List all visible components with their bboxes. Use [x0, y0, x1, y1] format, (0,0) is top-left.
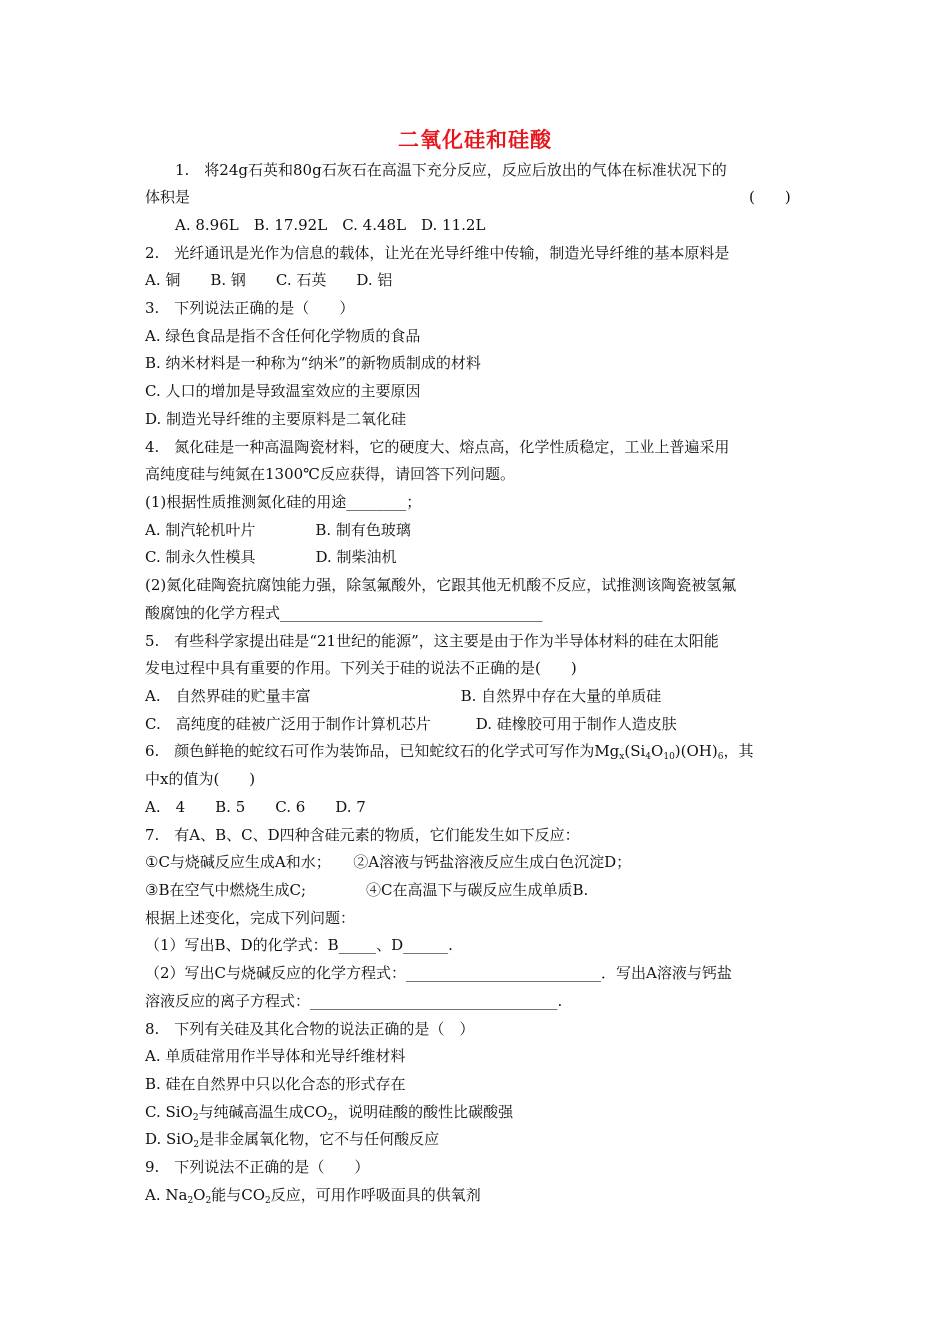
q3-option-b: B. 纳米材料是一种称为“纳米”的新物质制成的材料	[145, 354, 481, 372]
q2-stem: 2. 光纤通讯是光作为信息的载体，让光在光导纤维中传输，制造光导纤维的基本原料是	[145, 244, 730, 262]
q4-sub2-line2: 酸腐蚀的化学方程式___________________________________	[145, 604, 543, 622]
q7-reactions-3-4: ③B在空气中燃烧生成C; ④C在高温下与碳反应生成单质B.	[145, 881, 589, 899]
q4-options-ab: A. 制汽轮机叶片 B. 制有色玻璃	[145, 521, 411, 539]
page-title: 二氧化硅和硅酸	[398, 128, 552, 152]
q7-part1: （1）写出B、D的化学式：B_____、D______.	[145, 936, 453, 954]
q8-option-a: A. 单质硅常用作半导体和光导纤维材料	[145, 1047, 406, 1065]
q3-stem: 3. 下列说法正确的是（ ）	[145, 299, 355, 317]
q9-option-a: A. $Na_2O_2$能与$CO_2$反应，可用作呼吸面具的供氧剂	[145, 1186, 481, 1206]
q7-stem: 7. 有A、B、C、D四种含硅元素的物质，它们能发生如下反应：	[145, 826, 580, 844]
q4-options-cd: C. 制永久性模具 D. 制柴油机	[145, 548, 397, 566]
q6-line1: 6. 颜色鲜艳的蛇纹石可作为装饰品，已知蛇纹石的化学式可写作为$Mg_x(Si_4O_{10})(OH)_6$，其	[145, 742, 754, 762]
q6-options: A. 4 B. 5 C. 6 D. 7	[145, 798, 366, 816]
q9-stem: 9. 下列说法不正确的是（ ）	[145, 1158, 370, 1176]
q5-line2: 发电过程中具有重要的作用。下列关于硅的说法不正确的是( )	[145, 659, 577, 677]
q3-option-d: D. 制造光导纤维的主要原料是二氧化硅	[145, 410, 407, 428]
q1-options: A. 8.96L B. 17.92L C. 4.48L D. 11.2L	[145, 216, 486, 234]
q7-part2-line1: （2）写出C与烧碱反应的化学方程式：__________________________．写出A溶液与钙盐	[145, 964, 732, 982]
q5-options-ab: A. 自然界硅的贮量丰富 B. 自然界中存在大量的单质硅	[145, 687, 662, 705]
q3-option-a: A. 绿色食品是指不含任何化学物质的食品	[145, 327, 421, 345]
q4-line1: 4. 氮化硅是一种高温陶瓷材料，它的硬度大、熔点高，化学性质稳定，工业上普遍采用	[145, 438, 730, 456]
q7-follow: 根据上述变化，完成下列问题：	[145, 909, 356, 927]
q3-option-c: C. 人口的增加是导致温室效应的主要原因	[145, 382, 421, 400]
q4-sub2-line1: (2)氮化硅陶瓷抗腐蚀能力强，除氢氟酸外，它跟其他无机酸不反应，试推测该陶瓷被氢氟	[145, 576, 737, 594]
q8-stem: 8. 下列有关硅及其化合物的说法正确的是（ ）	[145, 1020, 475, 1038]
q8-option-d: D. SiO$_2$是非金属氧化物，它不与任何酸反应	[145, 1130, 440, 1150]
q1-answer-paren: ( )	[749, 188, 791, 206]
q5-options-cd: C. 高纯度的硅被广泛用于制作计算机芯片 D. 硅橡胶可用于制作人造皮肤	[145, 715, 677, 733]
q4-sub1: (1)根据性质推测氮化硅的用途________；	[145, 493, 422, 511]
q8-option-b: B. 硅在自然界中只以化合态的形式存在	[145, 1075, 406, 1093]
q2-options: A. 铜 B. 钢 C. 石英 D. 铝	[145, 271, 393, 289]
q8-option-c: C. SiO$_2$与纯碱高温生成$CO_2$，说明硅酸的酸性比碳酸强	[145, 1103, 514, 1123]
q4-line2: 高纯度硅与纯氮在1300℃反应获得，请回答下列问题。	[145, 465, 515, 483]
q1-line1: 1. 将24g石英和80g石灰石在高温下充分反应，反应后放出的气体在标准状况下的	[145, 161, 727, 179]
q1-line2: 体积是	[145, 188, 191, 206]
q5-line1: 5. 有些科学家提出硅是“21世纪的能源”，这主要是由于作为半导体材料的硅在太阳能	[145, 632, 719, 650]
q7-reactions-1-2: ①C与烧碱反应生成A和水； ②A溶液与钙盐溶液反应生成白色沉淀D；	[145, 853, 632, 871]
q7-part2-line2: 溶液反应的离子方程式：_________________________________.	[145, 992, 563, 1010]
q6-line2: 中x的值为( )	[145, 770, 256, 788]
